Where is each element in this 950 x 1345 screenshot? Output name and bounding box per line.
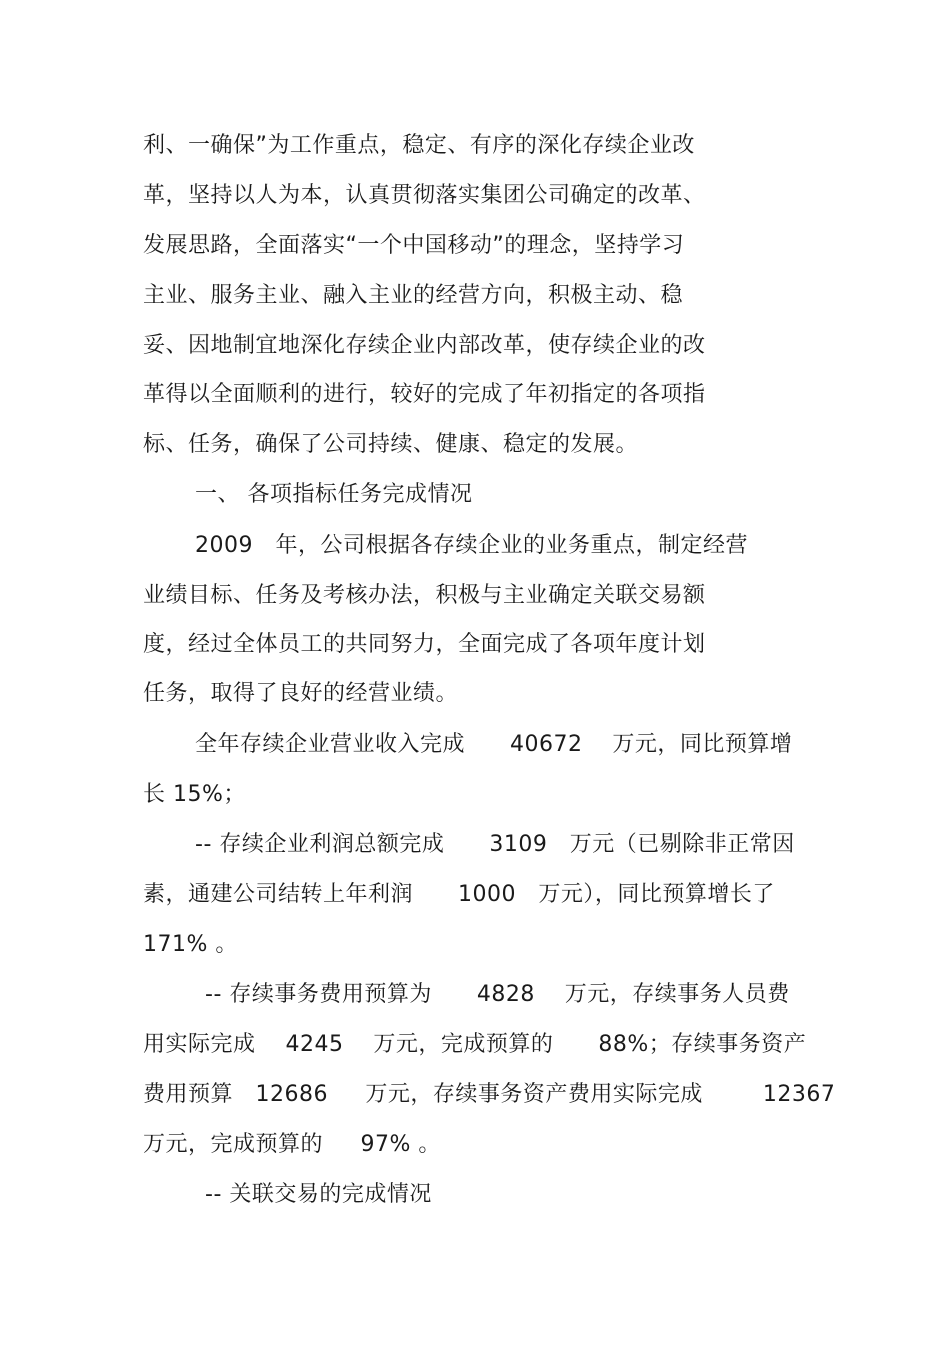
paragraph-line: 任务，取得了良好的经营业绩。 [143,681,459,706]
paragraph-line: 素，通建公司结转上年利润 1000 万元），同比预算增长了 [143,882,775,907]
paragraph-line: 业绩目标、任务及考核办法，积极与主业确定关联交易额 [143,583,706,608]
section-heading: 一、 各项指标任务完成情况 [195,482,473,507]
paragraph-line: 171% 。 [143,932,238,957]
paragraph-line: 主业、服务主业、融入主业的经营方向，积极主动、稳 [143,283,684,308]
paragraph-line: 革得以全面顺利的进行，较好的完成了年初指定的各项指 [143,382,706,407]
paragraph-line: 革，坚持以人为本，认真贯彻落实集团公司确定的改革、 [143,183,706,208]
paragraph-line: 长 15%； [143,782,246,807]
paragraph-line: 用实际完成 4245 万元，完成预算的 88%；存续事务资产 [143,1032,807,1057]
paragraph-line: 度，经过全体员工的共同努力，全面完成了各项年度计划 [143,632,706,657]
paragraph-line: 全年存续企业营业收入完成 40672 万元，同比预算增 [195,732,793,757]
paragraph-line: 万元，完成预算的 97% 。 [143,1132,441,1157]
paragraph-line: -- 存续事务费用预算为 4828 万元，存续事务人员费 [205,982,790,1007]
paragraph-line: 费用预算 12686 万元，存续事务资产费用实际完成 12367 [143,1082,836,1107]
paragraph-line: 妥、因地制宜地深化存续企业内部改革，使存续企业的改 [143,333,706,358]
paragraph-line: 标、任务，确保了公司持续、健康、稳定的发展。 [143,432,639,457]
paragraph-line: -- 存续企业利润总额完成 3109 万元（已剔除非正常因 [195,832,795,857]
paragraph-line: 利、一确保”为工作重点，稳定、有序的深化存续企业改 [143,133,695,158]
paragraph-line: 2009 年，公司根据各存续企业的业务重点，制定经营 [195,533,748,558]
paragraph-line: -- 关联交易的完成情况 [205,1182,432,1207]
paragraph-line: 发展思路，全面落实“一个中国移动”的理念，坚持学习 [143,233,685,258]
